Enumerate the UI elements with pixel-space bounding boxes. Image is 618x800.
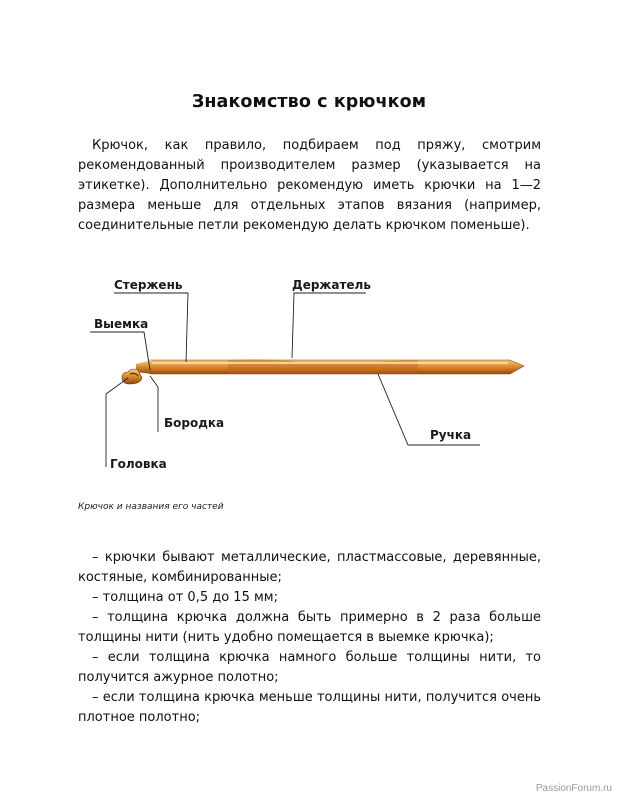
crochet-hook-illustration: [78, 262, 541, 487]
label-shaft: Стержень: [114, 278, 183, 292]
list-item: – толщина крючка должна быть примерно в 2 раза больше толщины нити (нить удобно помещается в выемке крючка);: [78, 610, 541, 645]
label-head: Головка: [110, 457, 167, 471]
list-item: – толщина от 0,5 до 15 мм;: [92, 590, 278, 605]
properties-list: [78, 548, 541, 728]
list-item: – если толщина крючка намного больше толщины нити, то получится ажурное полотно;: [78, 650, 541, 685]
leader-beard: [150, 376, 158, 432]
list-item: – если толщина крючка меньше толщины нити, получится очень плотное полотно;: [78, 690, 541, 725]
crochet-hook-figure: [78, 262, 541, 487]
leader-head: [106, 378, 128, 467]
label-notch: Выемка: [94, 317, 149, 331]
leader-holder: [292, 293, 366, 358]
label-holder: Держатель: [292, 278, 371, 292]
label-handle: Ручка: [430, 428, 472, 442]
figure-caption: Крючок и названия его частей: [78, 502, 224, 512]
list-item: – крючки бывают металлические, пластмассовые, деревянные, костяные, комбинированные;: [78, 550, 541, 585]
intro-paragraph: Крючок, как правило, подбираем под пряжу, смотрим рекомендованный производителем размер (указывается на этикетке). Дополнительно рекомендую иметь крючки на 1—2 размера меньше для отдельных этапов вязания (например, соединительные петли рекомендую делать крючком поменьше).: [78, 138, 541, 233]
page-title: Знакомство с крючком: [191, 92, 427, 112]
label-beard: Бородка: [164, 416, 225, 430]
watermark: PassionForum.ru: [535, 783, 612, 794]
